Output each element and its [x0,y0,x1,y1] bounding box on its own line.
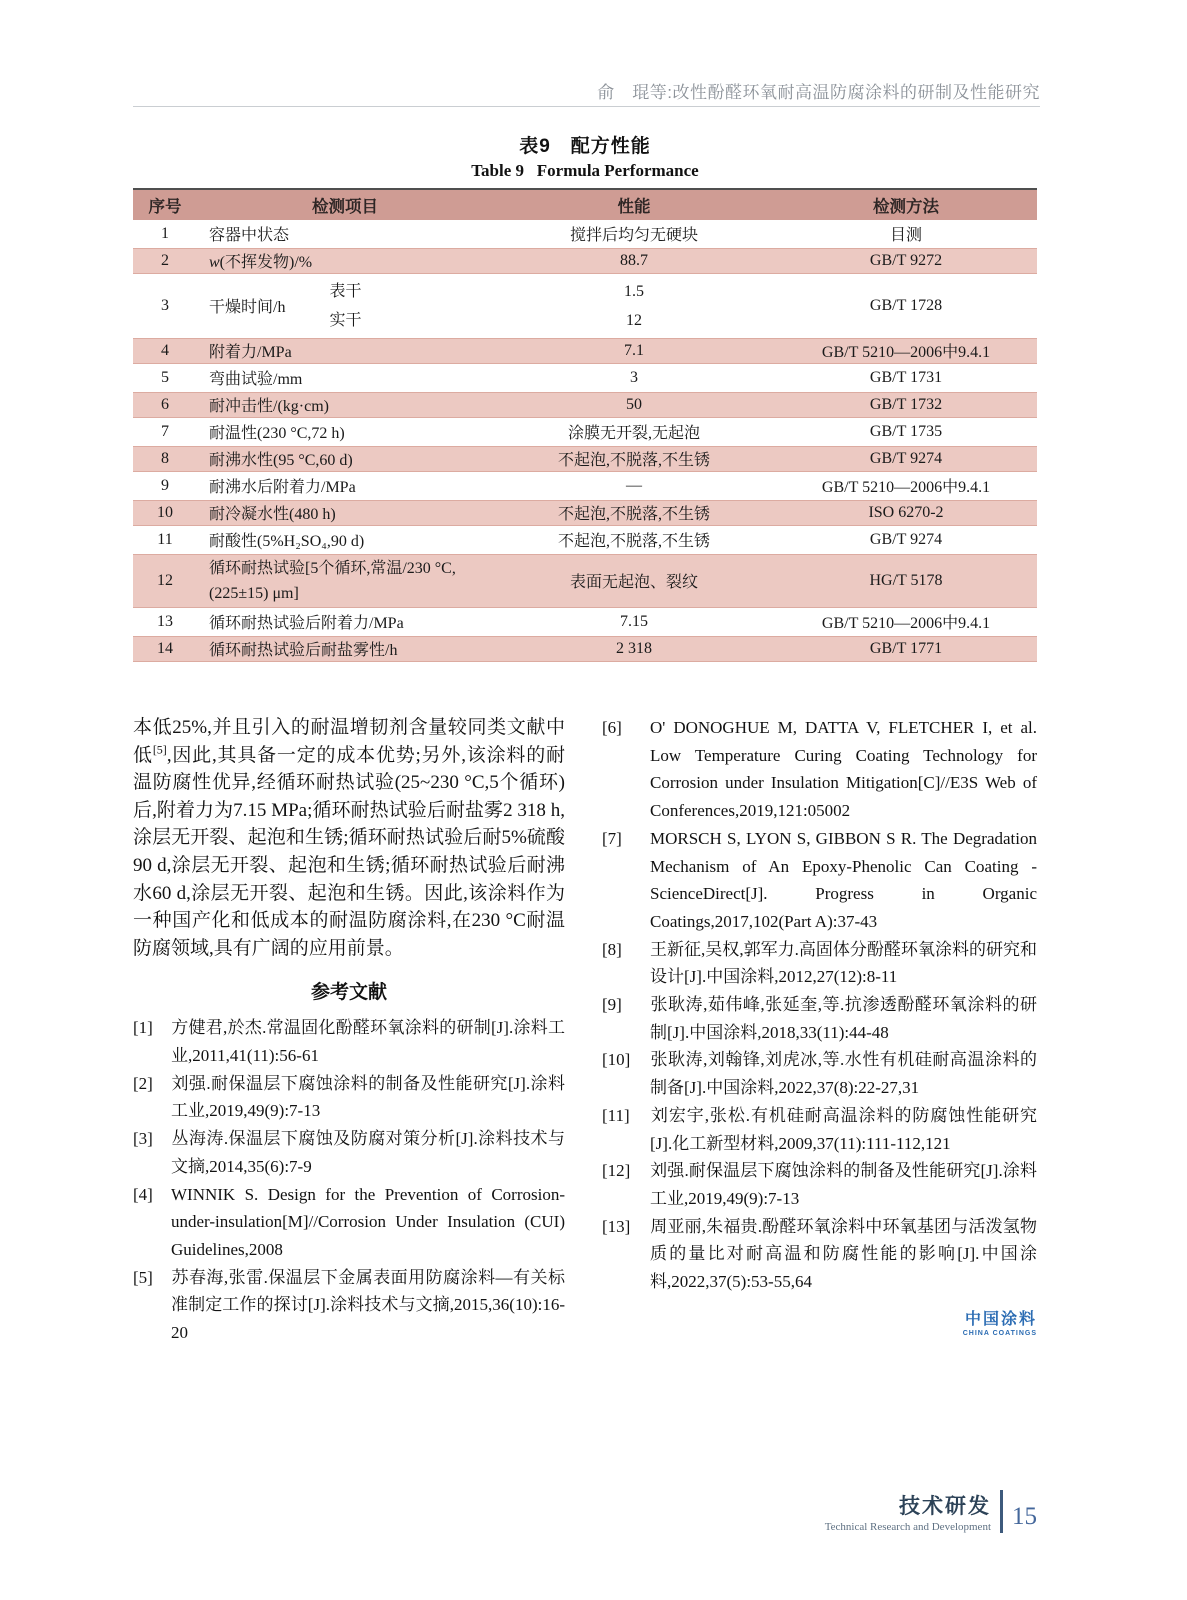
table-row [133,337,1037,364]
column-header: 性能 [493,189,775,220]
reference-text: 丛海涛.保温层下腐蚀及防腐对策分析[J].涂料技术与文摘,2014,35(6):7-9 [171,1129,565,1176]
page-footer [825,1490,1037,1533]
cell-performance: — [493,472,775,499]
reference-number: [11] [602,1105,630,1125]
table-row [133,391,1037,418]
cell-method: GB/T 1731 [775,364,1037,391]
table-title-en: Table 9 Formula Performance [471,161,699,180]
paragraph-text: 本低25%,并且引入的耐温增韧剂含量较同类文献中低 [133,717,565,766]
reference-item [133,1125,565,1180]
reference-text: 周亚丽,朱福贵.酚醛环氧涂料中环氧基团与活泼氢物质的量比对耐高温和防腐性能的影响[J].中国涂料,2022,37(5):53-55,64 [650,1216,1037,1292]
cell-item: 耐温性(230 °C,72 h) [197,418,493,445]
cell-item: 循环耐热试验后附着力/MPa [197,608,493,635]
reference-text: MORSCH S, LYON S, GIBBON S R. The Degradation Mechanism of An Epoxy-Phenolic Can Coating - ScienceDirect[J]. Progress in Organic Coatings,2017,102(Part A):37-43 [650,828,1037,931]
cell-performance: 50 [493,391,775,418]
table-header-row [133,189,1037,220]
reference-number: [9] [602,995,622,1015]
reference-item [602,1157,1037,1212]
table-row [133,418,1037,445]
cell-performance: 7.1 [493,337,775,364]
reference-item [133,1264,565,1347]
cell-item: 耐冲击性/(kg·cm) [197,391,493,418]
cell-performance: 搅拌后均匀无硬块 [493,220,775,247]
reference-item [133,1181,565,1264]
reference-item [602,1213,1037,1296]
running-title: 俞 琨等:改性酚醛环氧耐高温防腐涂料的研制及性能研究 [597,83,1040,102]
reference-number: [2] [133,1073,153,1093]
cell-item: 耐冷凝水性(480 h) [197,499,493,526]
table-body [133,220,1037,662]
reference-text: 方健君,於杰.常温固化酚醛环氧涂料的研制[J].涂料工业,2011,41(11):56-61 [171,1018,565,1066]
cell-performance: 1.5 12 [493,274,775,337]
cell-seq: 7 [133,418,197,445]
cell-method: HG/T 5178 [775,553,1037,608]
table-row [133,499,1037,526]
table-row [133,472,1037,499]
cell-method: GB/T 1728 [775,274,1037,337]
reference-text: 张耿涛,茹伟峰,张延奎,等.抗渗透酚醛环氧涂料的研制[J].中国涂料,2018,33(11):44-48 [650,995,1037,1042]
logo-text-en: CHINA COATINGS [962,1329,1037,1337]
column-header: 序号 [133,189,197,220]
reference-item [133,1014,565,1069]
cell-item: 附着力/MPa [197,337,493,364]
footer-section-en: Technical Research and Development [824,1521,991,1533]
china-coatings-logo [602,1306,1037,1337]
table-row [133,364,1037,391]
reference-text: 刘宏宇,张松.有机硅耐高温涂料的防腐蚀性能研究[J].化工新型材料,2009,37(11):111-112,121 [650,1105,1037,1153]
cell-item: 容器中状态 [197,220,493,247]
cell-item: w(不挥发物)/% [197,247,493,274]
references-right [602,714,1037,1296]
reference-text: 张耿涛,刘翰锋,刘虎冰,等.水性有机硅耐高温涂料的制备[J].中国涂料,2022,37(8):22-27,31 [650,1050,1037,1098]
cell-method: GB/T 5210—2006中9.4.1 [775,337,1037,364]
formula-table [133,188,1037,663]
cell-performance: 3 [493,364,775,391]
citation-superscript: [5] [152,742,167,757]
table-row [133,247,1037,274]
table-row [133,220,1037,247]
header-divider [133,106,1040,107]
reference-number: [10] [602,1050,631,1070]
cell-item: 干燥时间/h 表干 实干 [197,274,493,337]
cell-method: GB/T 5210—2006中9.4.1 [775,608,1037,635]
table-head [133,189,1037,220]
table-row [133,635,1037,662]
table-block [133,131,1037,663]
cell-seq: 2 [133,247,197,274]
right-column [602,714,1037,1337]
left-column [133,714,565,1347]
reference-text: O' DONOGHUE M, DATTA V, FLETCHER I, et al. Low Temperature Curing Coating Technology for Corrosion under Insulation Mitigation[C]//E3S Web of Conferences,2019,121:05002 [650,718,1037,821]
cell-seq: 5 [133,364,197,391]
cell-method: ISO 6270-2 [775,499,1037,526]
column-header: 检测方法 [775,189,1037,220]
cell-method: GB/T 9274 [775,445,1037,472]
reference-number: [7] [602,828,622,848]
reference-number: [4] [133,1184,153,1204]
footer-section-zh: 技术研发 [899,1495,991,1518]
cell-performance: 88.7 [493,247,775,274]
cell-seq: 10 [133,499,197,526]
reference-number: [3] [133,1129,153,1149]
cell-performance: 不起泡,不脱落,不生锈 [493,445,775,472]
cell-item: 弯曲试验/mm [197,364,493,391]
page-number: 15 [1012,1503,1037,1530]
cell-seq: 9 [133,472,197,499]
body-paragraph [133,714,565,962]
cell-item: 耐酸性(5%H₂SO₄,90 d) [197,526,493,553]
cell-item: 循环耐热试验后耐盐雾性/h [197,635,493,662]
cell-seq: 3 [133,274,197,337]
reference-text: 刘强.耐保温层下腐蚀涂料的制备及性能研究[J].涂料工业,2019,49(9):7-13 [650,1161,1037,1208]
cell-performance: 不起泡,不脱落,不生锈 [493,499,775,526]
cell-performance: 2 318 [493,635,775,662]
cell-performance: 涂膜无开裂,无起泡 [493,418,775,445]
reference-number: [13] [602,1216,631,1236]
table-title-zh: 表9 配方性能 [519,136,651,157]
cell-seq: 8 [133,445,197,472]
reference-number: [6] [602,718,622,737]
cell-seq: 13 [133,608,197,635]
reference-text: 王新征,吴权,郭军力.高固体分酚醛环氧涂料的研究和设计[J].中国涂料,2012,27(12):8-11 [650,939,1037,987]
cell-method: 目测 [775,220,1037,247]
reference-item [602,1102,1037,1157]
cell-item: 循环耐热试验[5个循环,常温/230 °C, (225±15) μm] [197,553,493,608]
reference-number: [1] [133,1018,153,1038]
cell-method: GB/T 9272 [775,247,1037,274]
reference-item [602,714,1037,825]
reference-text: WINNIK S. Design for the Prevention of Corrosion-under-insulation[M]//Corrosion Under Insulation (CUI) Guidelines,2008 [171,1184,565,1259]
cell-method: GB/T 1732 [775,391,1037,418]
cell-method: GB/T 5210—2006中9.4.1 [775,472,1037,499]
table-row [133,608,1037,635]
running-head [133,78,1040,103]
footer-section [825,1490,1000,1533]
cell-seq: 4 [133,337,197,364]
references-heading: 参考文献 [310,982,387,1004]
cell-seq: 1 [133,220,197,247]
cell-seq: 6 [133,391,197,418]
table-row [133,274,1037,337]
cell-seq: 14 [133,635,197,662]
reference-item [602,936,1037,991]
column-header: 检测项目 [197,189,493,220]
cell-item: 耐沸水后附着力/MPa [197,472,493,499]
references-left [133,1014,565,1346]
table-row [133,445,1037,472]
cell-method: GB/T 1735 [775,418,1037,445]
paragraph-text: ,因此,其具备一定的成本优势;另外,该涂料的耐温防腐性优异,经循环耐热试验(25~230 °C,5个循环)后,附着力为7.15 MPa;循环耐热试验后耐盐雾2 318 h,涂层无开裂、起泡和生锈;循环耐热试验后耐5%硫酸90 d,涂层无开裂、起泡和生锈;循环耐热试验后耐沸水60 d,涂层无开裂、起泡和生锈。因此,该涂料作为一种国产化和低成本的耐温防腐涂料,在230 °C耐温防腐领域,具有广阔的应用前景。 [133,744,565,959]
reference-item [602,991,1037,1046]
table-row [133,553,1037,608]
cell-method: GB/T 9274 [775,526,1037,553]
cell-performance: 7.15 [493,608,775,635]
reference-number: [5] [133,1267,153,1287]
reference-number: [12] [602,1161,631,1181]
reference-item [602,825,1037,936]
cell-seq: 12 [133,553,197,608]
reference-item [602,1046,1037,1101]
cell-method: GB/T 1771 [775,635,1037,662]
table-row [133,526,1037,553]
cell-performance: 不起泡,不脱落,不生锈 [493,526,775,553]
cell-item: 耐沸水性(95 °C,60 d) [197,445,493,472]
logo-text-zh: 中国涂料 [964,1310,1037,1328]
cell-performance: 表面无起泡、裂纹 [493,553,775,608]
cell-seq: 11 [133,526,197,553]
reference-text: 刘强.耐保温层下腐蚀涂料的制备及性能研究[J].涂料工业,2019,49(9):7-13 [171,1073,565,1121]
reference-item [133,1070,565,1125]
reference-number: [8] [602,939,622,959]
reference-text: 苏春海,张雷.保温层下金属表面用防腐涂料—有关标准制定工作的探讨[J].涂料技术与文摘,2015,36(10):16-20 [171,1267,565,1343]
